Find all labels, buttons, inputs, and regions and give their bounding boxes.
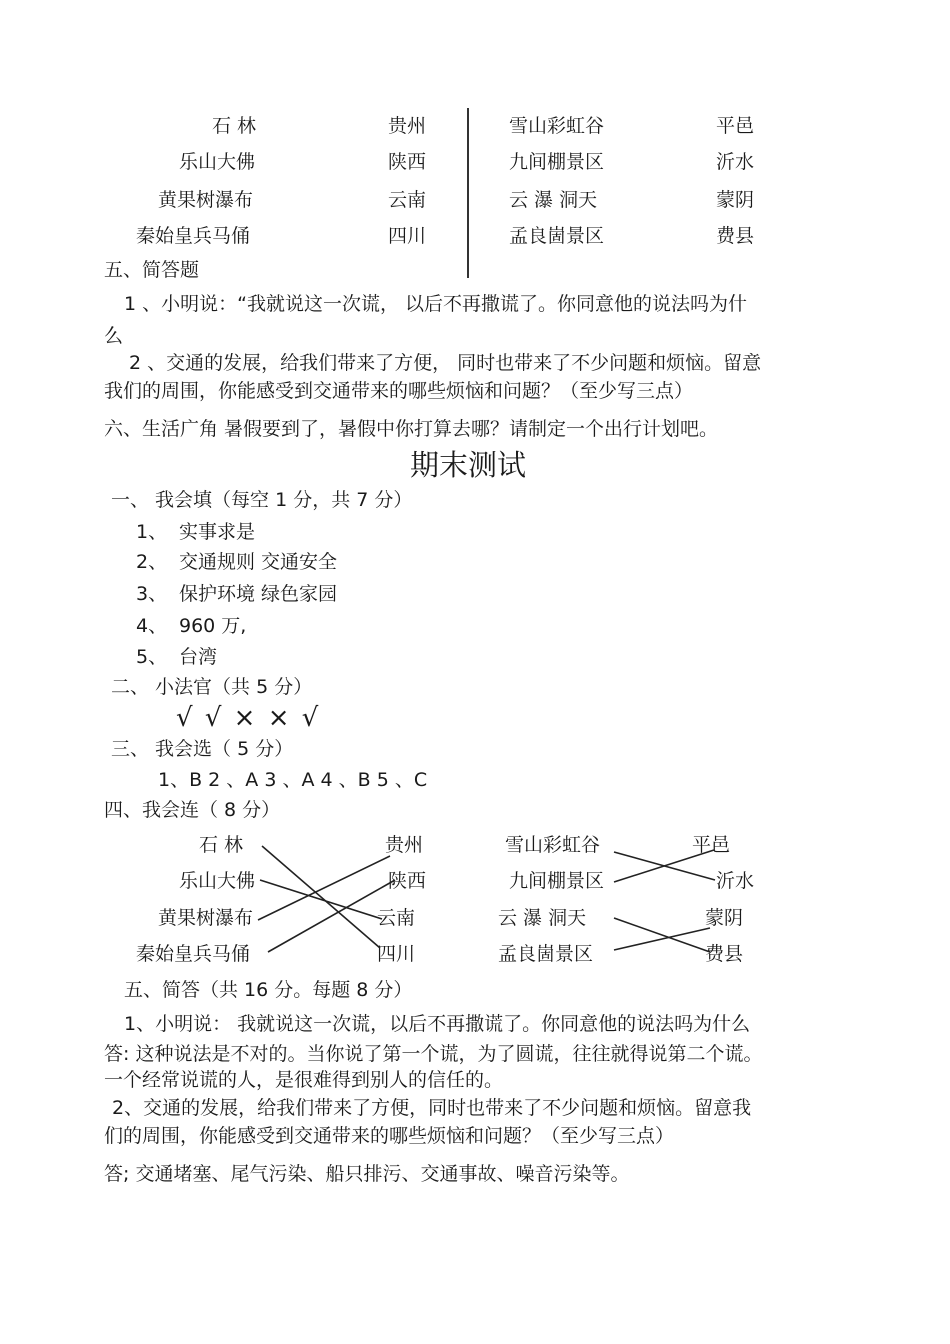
- match-left-place: 石 林: [199, 834, 244, 856]
- match-right-place: 孟良崮景区: [498, 943, 594, 965]
- section-heading: 六、生活广角 暑假要到了，暑假中你打算去哪？请制定一个出行计划吧。: [104, 418, 719, 440]
- question-text: 们的周围，你能感受到交通带来的哪些烦恼和问题？（至少写三点）: [104, 1125, 675, 1147]
- question-text: 我们的周围，你能感受到交通带来的哪些烦恼和问题？（至少写三点）: [104, 380, 694, 402]
- match-line: [258, 856, 390, 920]
- question-text: 2、交通的发展，给我们带来了方便，同时也带来了不少问题和烦恼。留意我: [112, 1097, 752, 1119]
- list-item-number: 3、: [136, 583, 168, 605]
- page-title: 期末测试: [410, 448, 527, 482]
- match-right-place: 雪山彩虹谷: [505, 834, 601, 856]
- question-text: 么: [104, 325, 124, 347]
- list-item: 保护环境 绿色家园: [179, 583, 338, 605]
- match-left-province: 云南: [377, 907, 416, 929]
- section-heading: 五、简答题: [104, 259, 200, 281]
- match-left-province: 贵州: [388, 115, 427, 137]
- answer-text: 答; 交通堵塞、尾气污染、船只排污、交通事故、噪音污染等。: [104, 1163, 630, 1185]
- match-right-county: 蒙阴: [716, 189, 755, 211]
- list-item: 台湾: [179, 646, 218, 668]
- section-heading: 一、 我会填（每空 1 分，共 7 分）: [111, 489, 413, 511]
- match-left-province: 四川: [388, 225, 427, 247]
- question-text: 2 、交通的发展，给我们带来了方便， 同时也带来了不少问题和烦恼。留意: [129, 352, 762, 374]
- match-right-county: 费县: [705, 943, 744, 965]
- match-left-province: 陕西: [388, 151, 427, 173]
- match-right-county: 平邑: [716, 115, 755, 137]
- match-left-province: 四川: [377, 943, 416, 965]
- match-left-place: 石 林: [212, 115, 257, 137]
- match-right-place: 九间棚景区: [509, 151, 605, 173]
- match-left-place: 黄果树瀑布: [158, 189, 254, 211]
- column-divider: [467, 108, 469, 278]
- match-right-place: 九间棚景区: [509, 870, 605, 892]
- match-left-place: 秦始皇兵马俑: [136, 943, 251, 965]
- list-item-number: 5、: [136, 646, 168, 668]
- match-left-place: 乐山大佛: [179, 870, 256, 892]
- match-left-place: 秦始皇兵马俑: [136, 225, 251, 247]
- match-right-county: 平邑: [692, 834, 731, 856]
- answer-text: 一个经常说谎的人，是很难得到别人的信任的。: [104, 1069, 504, 1091]
- match-left-province: 陕西: [388, 870, 427, 892]
- answer-text: 答: 这种说法是不对的。当你说了第一个谎，为了圆谎，往往就得说第二个谎。: [104, 1043, 763, 1065]
- match-line: [260, 880, 382, 919]
- list-item-number: 1、: [136, 521, 168, 543]
- match-right-county: 费县: [716, 225, 755, 247]
- match-right-place: 云 瀑 洞天: [498, 907, 587, 929]
- section-heading: 二、 小法官（共 5 分）: [111, 676, 313, 698]
- list-item: 960 万,: [179, 615, 247, 637]
- match-right-county: 蒙阴: [705, 907, 744, 929]
- question-text: 1 、小明说：“我就说这一次谎， 以后不再撒谎了。你同意他的说法吗为什: [124, 293, 748, 315]
- section-heading: 三、 我会选（ 5 分）: [111, 738, 294, 760]
- list-item: 实事求是: [179, 521, 256, 543]
- list-item-number: 4、: [136, 615, 168, 637]
- match-right-place: 孟良崮景区: [509, 225, 605, 247]
- list-item: 交通规则 交通安全: [179, 551, 338, 573]
- question-text: 1、小明说： 我就说这一次谎，以后不再撒谎了。你同意他的说法吗为什么: [124, 1013, 751, 1035]
- match-left-province: 贵州: [385, 834, 424, 856]
- match-left-place: 乐山大佛: [179, 151, 256, 173]
- match-right-county: 沂水: [716, 870, 755, 892]
- choice-answers: 1、B 2 、A 3 、A 4 、B 5 、C: [158, 769, 428, 791]
- match-right-place: 雪山彩虹谷: [509, 115, 605, 137]
- list-item-number: 2、: [136, 551, 168, 573]
- match-right-place: 云 瀑 洞天: [509, 189, 598, 211]
- match-line: [268, 880, 395, 952]
- match-right-county: 沂水: [716, 151, 755, 173]
- section-heading: 四、我会连（ 8 分）: [104, 799, 281, 821]
- match-left-province: 云南: [388, 189, 427, 211]
- match-left-place: 黄果树瀑布: [158, 907, 254, 929]
- section-heading: 五、简答（共 16 分。每题 8 分）: [124, 979, 413, 1001]
- match-line: [262, 846, 380, 948]
- match-line: [614, 928, 710, 950]
- match-line: [614, 918, 710, 952]
- judgement-marks: √ √ × × √: [176, 703, 321, 733]
